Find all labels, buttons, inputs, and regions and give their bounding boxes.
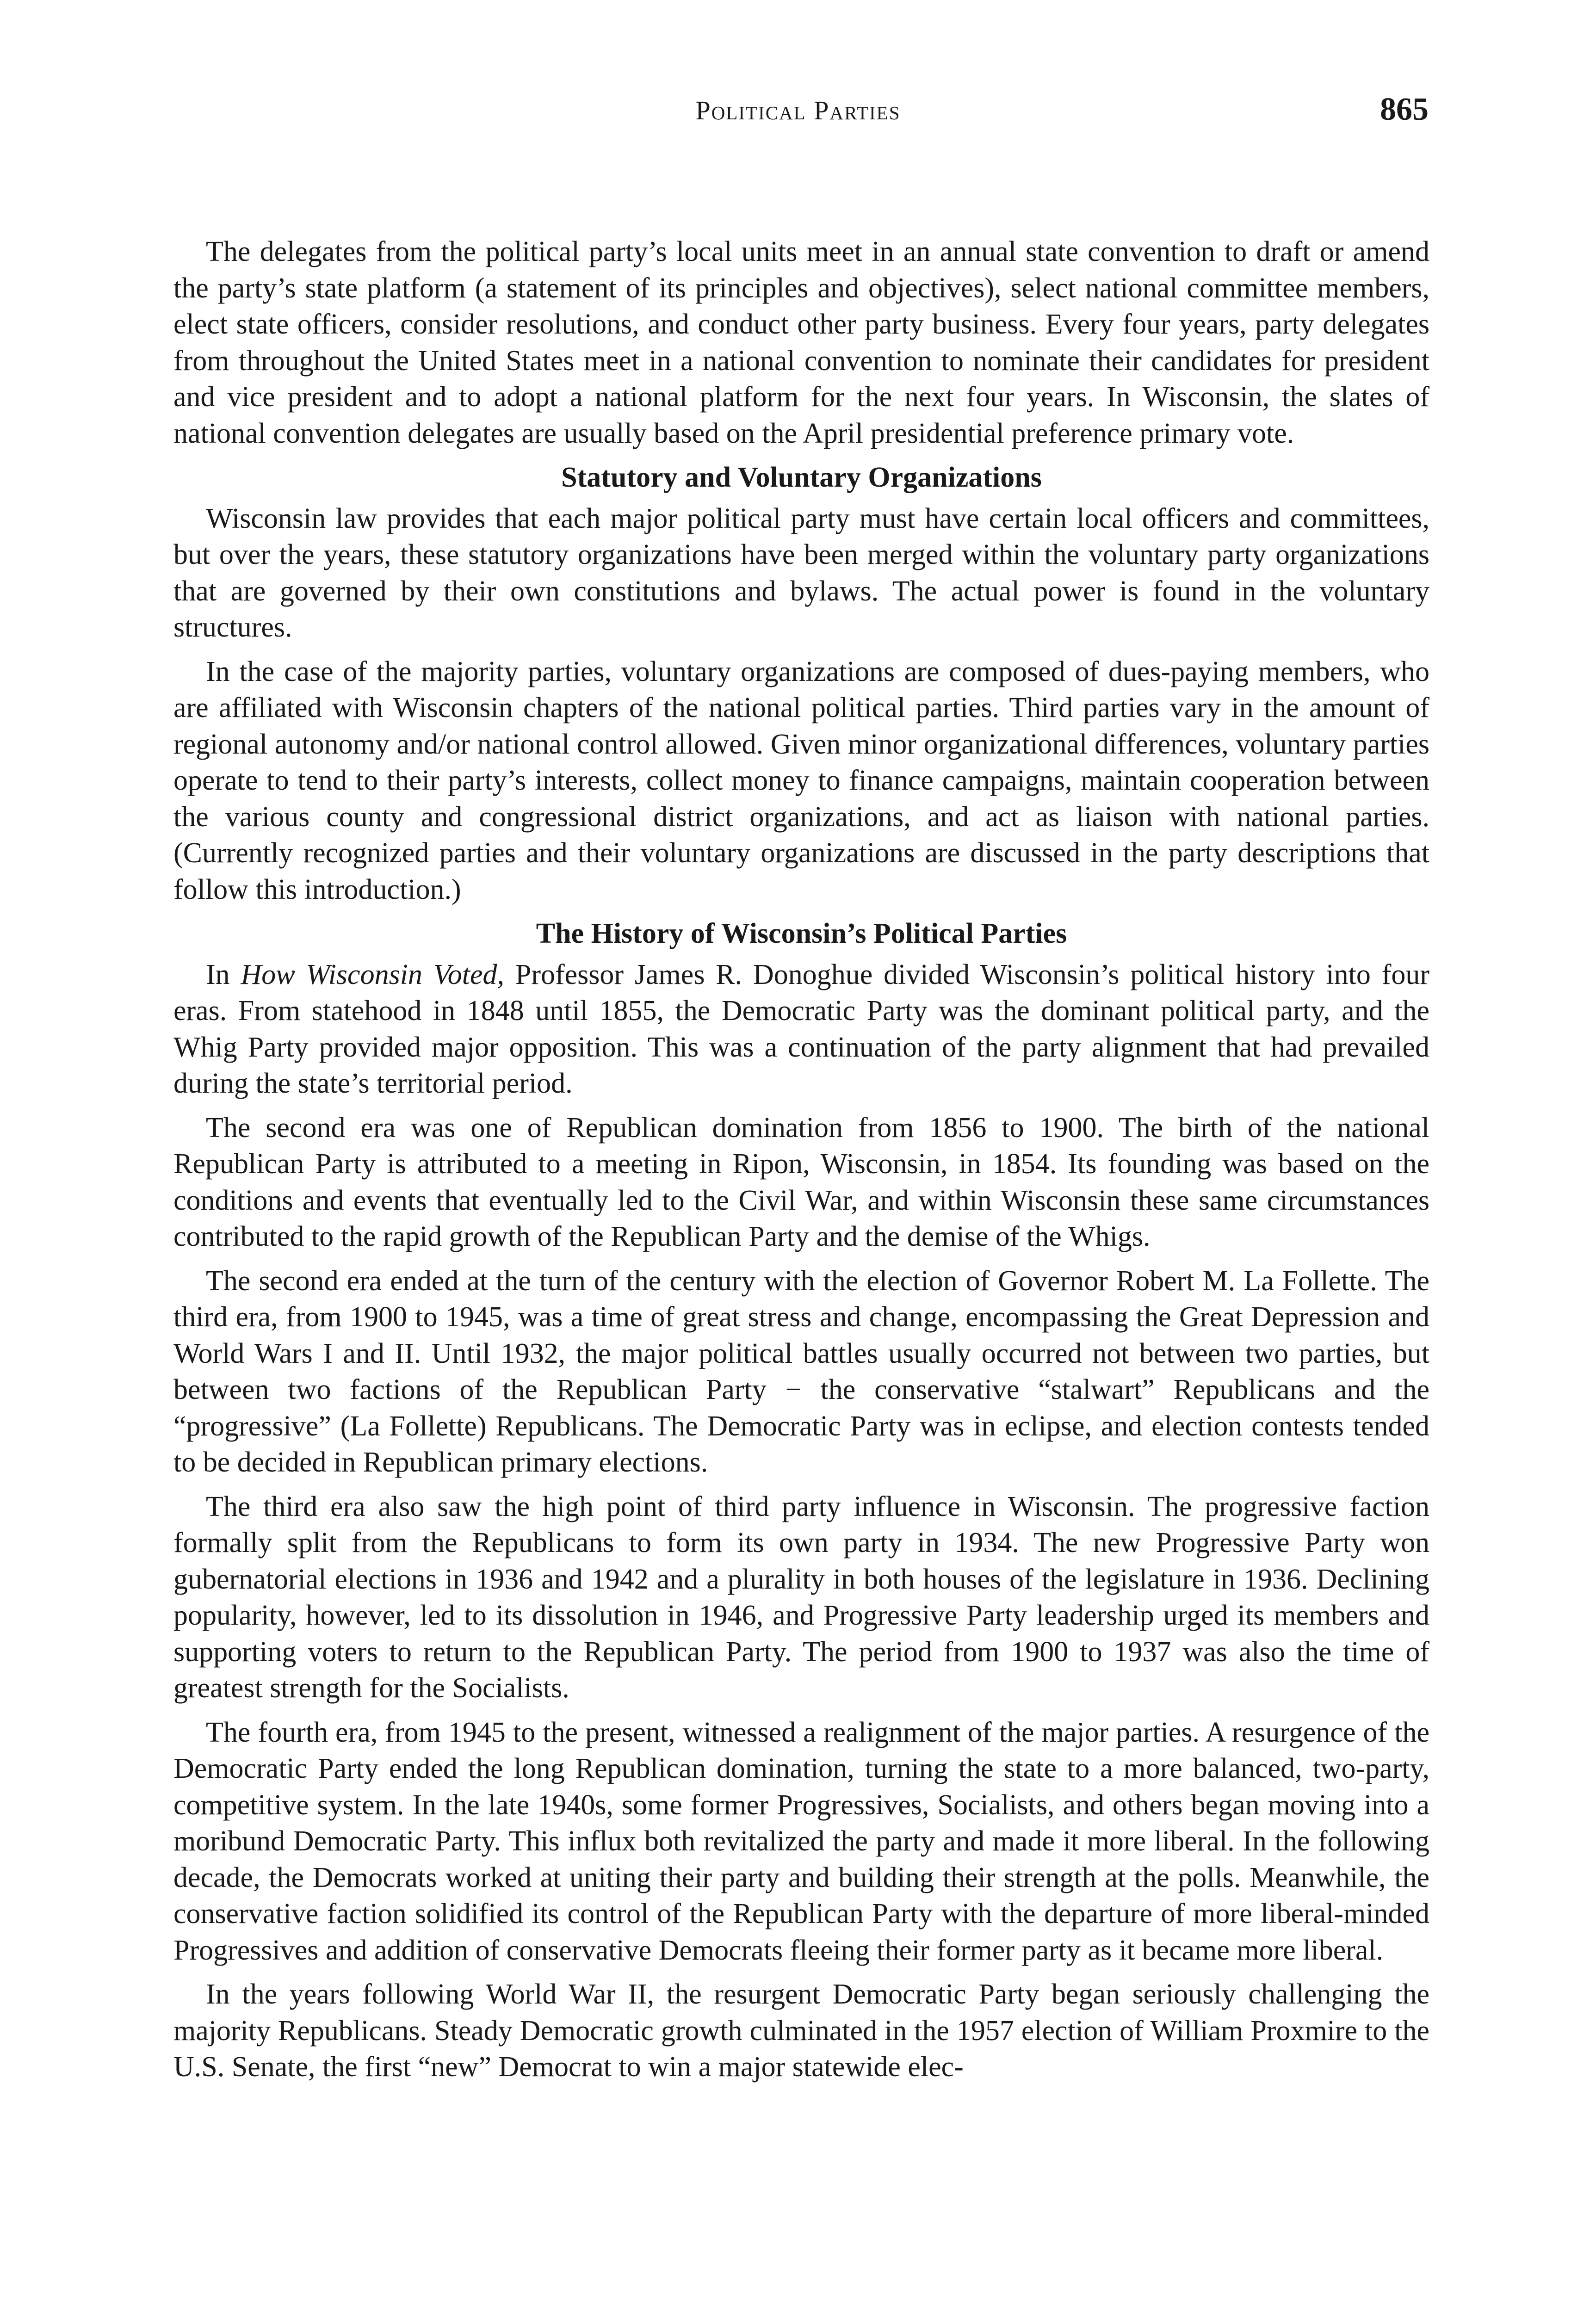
paragraph-four-eras-text: Professor James R. Donoghue divided Wisconsin’s political history into four eras. From statehood in 1848 until 1855, the Democratic Party was the dominant political party, and the Whig Party provided major opposition. This was a continuation of the party alignment that had prevailed during the state’s territorial period.: [173, 959, 1429, 1099]
paragraph-voluntary-organizations: In the case of the majority parties, voluntary organizations are composed of dues-paying members, who are affiliated with Wisconsin chapters of the national political parties. Third parties vary in the amount of regional autonomy and/or national control allowed. Given minor organizational differences, voluntary parties operate to tend to their party’s interests, collect money to finance campaigns, maintain cooperation between the various county and congressional district organizations, and act as liaison with national parties. (Currently recognized parties and their voluntary organizations are discussed in the party descriptions that follow this introduction.): [173, 656, 1429, 905]
page-body: [173, 234, 1429, 2093]
paragraph-four-eras-prefix: In: [206, 959, 241, 990]
book-title: How Wisconsin Voted,: [241, 959, 505, 990]
section-heading-history: The History of Wisconsin’s Political Parties: [536, 918, 1067, 949]
running-head: Political Parties: [695, 95, 901, 125]
paragraph-four-eras: [173, 957, 1429, 1102]
paragraph-conventions: The delegates from the political party’s local units meet in an annual state convention to draft or amend the party’s state platform (a statement of its principles and objectives), select national committee members, elect state officers, consider resolutions, and conduct other party business. Every four years, party delegates from throughout the United States meet in a national convention to nominate their candidates for president and vice president and to adopt a national platform for the next four years. In Wisconsin, the slates of national convention delegates are usually based on the April presidential preference primary vote.: [173, 236, 1429, 449]
paragraph-second-era: The second era was one of Republican domination from 1856 to 1900. The birth of the national Republican Party is attributed to a meeting in Ripon, Wisconsin, in 1854. Its founding was based on the conditions and events that eventually led to the Civil War, and within Wisconsin these same circumstances contributed to the rapid growth of the Republican Party and the demise of the Whigs.: [173, 1112, 1429, 1252]
paragraph-fourth-era: The fourth era, from 1945 to the present, witnessed a realignment of the major parties. A resurgence of the Democratic Party ended the long Republican domination, turning the state to a more balanced, two-party, competitive system. In the late 1940s, some former Progressives, Socialists, and others began moving into a moribund Democratic Party. This influx both revitalized the party and made it more liberal. In the following decade, the Democrats worked at uniting their party and building their strength at the polls. Meanwhile, the conservative faction solidified its control of the Republican Party with the departure of more liberal-minded Progressives and addition of conservative Democrats fleeing their former party as it became more liberal.: [173, 1716, 1429, 1966]
paragraph-third-era: The second era ended at the turn of the century with the election of Governor Robert M. La Follette. The third era, from 1900 to 1945, was a time of great stress and change, encompassing the Great Depression and World Wars I and II. Until 1932, the major political battles usually occurred not between two parties, but between two factions of the Republican Party − the conservative “stalwart” Republicans and the “progressive” (La Follette) Republicans. The Democratic Party was in eclipse, and election contests tended to be decided in Republican primary elections.: [173, 1265, 1429, 1478]
page-number: 865: [1380, 92, 1429, 127]
paragraph-post-war: In the years following World War II, the resurgent Democratic Party began seriously challenging the majority Republicans. Steady Democratic growth culminated in the 1957 election of William Proxmire to the U.S. Senate, the first “new” Democrat to win a major statewide elec-: [173, 1979, 1429, 2083]
paragraph-third-party-influence: The third era also saw the high point of third party influence in Wisconsin. The progressive faction formally split from the Republicans to form its own party in 1934. The new Progressive Party won gubernatorial elections in 1936 and 1942 and a plurality in both houses of the legislature in 1936. Declining popularity, however, led to its dissolution in 1946, and Progressive Party leadership urged its members and supporting voters to return to the Republican Party. The period from 1900 to 1937 was also the time of greatest strength for the Socialists.: [173, 1490, 1429, 1704]
section-heading-statutory-voluntary: Statutory and Voluntary Organizations: [561, 462, 1042, 493]
page-header: [0, 92, 1596, 141]
paragraph-statutory-law: Wisconsin law provides that each major political party must have certain local officers and committees, but over the years, these statutory organizations have been merged within the voluntary party organizations that are governed by their own constitutions and bylaws. The actual power is found in the voluntary structures.: [173, 502, 1429, 643]
